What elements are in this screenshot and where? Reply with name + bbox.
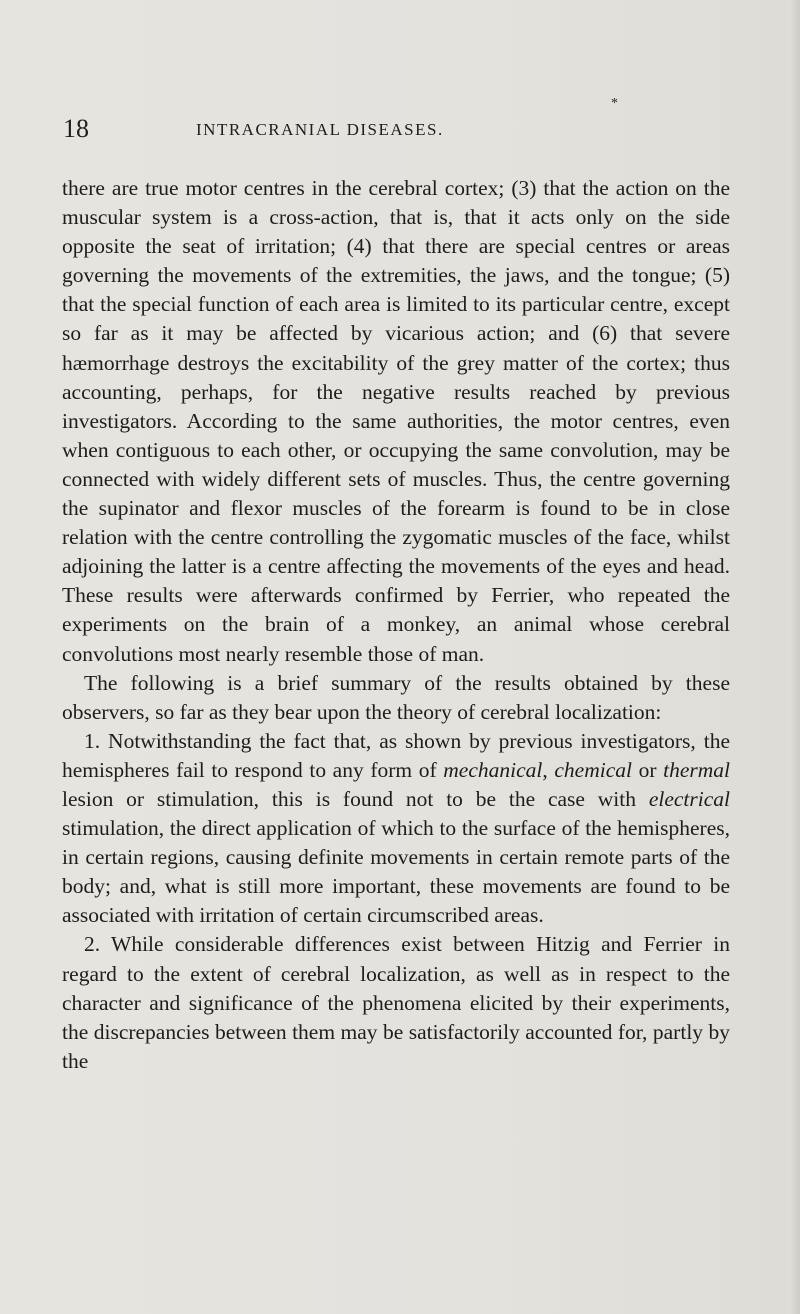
paragraph-point-1 [62, 727, 730, 931]
emphasis-thermal: thermal [663, 757, 730, 782]
emphasis-chemical: chemical [554, 757, 632, 782]
text-run: lesion or stimulation, this is found not to be the case with [62, 786, 649, 811]
page-header [63, 96, 643, 144]
text-run: stimulation, the direct application of which to the surface of the hemispheres, in certain regions, causing definite movements in certain remote parts of the body; and, what is still more important, these movements are found to be associated with irritation of certain circumscribed areas. [62, 816, 730, 928]
page-edge-shadow [790, 0, 800, 1314]
text-run: , [542, 757, 555, 782]
emphasis-electrical: electrical [648, 786, 730, 811]
body-text [62, 174, 730, 1076]
running-head: INTRACRANIAL DISEASES. [196, 120, 444, 139]
printer-mark: * [611, 96, 618, 111]
paragraph-point-2: 2. While considerable differences exist between Hitzig and Ferrier in regard to the extent of cerebral localization, as well as in respect to the character and significance of the phenomena elicited by their experiments, the discrepancies between them may be satisfactorily accounted for, partly by the [62, 932, 730, 1073]
text-run: 1. Notwithstanding the fact that, as shown by previous investigators, the hemispheres fail to respond to any form of [62, 728, 730, 782]
page-number: 18 [63, 114, 89, 143]
emphasis-mechanical: mechanical [443, 757, 543, 782]
text-run: or [631, 757, 664, 782]
paragraph-continued: there are true motor centres in the cerebral cortex; (3) that the action on the muscular system is a cross-action, that is, that it acts only on the side opposite the seat of irritation; (4) that there are special centres or areas governing the movements of the extremities, the jaws, and the tongue; (5) that the special function of each area is limited to its particular centre, except so far as it may be affected by vicarious action; and (6) that severe hæmorrhage destroys the excitability of the grey matter of the cortex; thus accounting, perhaps, for the negative results reached by previous investigators. According to the same authorities, the motor centres, even when contiguous to each other, or occupying the same convolution, may be connected with widely different sets of muscles. Thus, the centre governing the supinator and flexor muscles of the forearm is found to be in close relation with the centre controlling the zygomatic muscles of the face, whilst adjoining the latter is a centre affecting the movements of the eyes and head. These results were afterwards confirmed by Ferrier, who repeated the experiments on the brain of a monkey, an animal whose cerebral convolutions most nearly resemble those of man. [62, 176, 730, 666]
paragraph-summary-intro: The following is a brief summary of the results obtained by these observers, so far as they bear upon the theory of cerebral localization: [62, 670, 730, 724]
